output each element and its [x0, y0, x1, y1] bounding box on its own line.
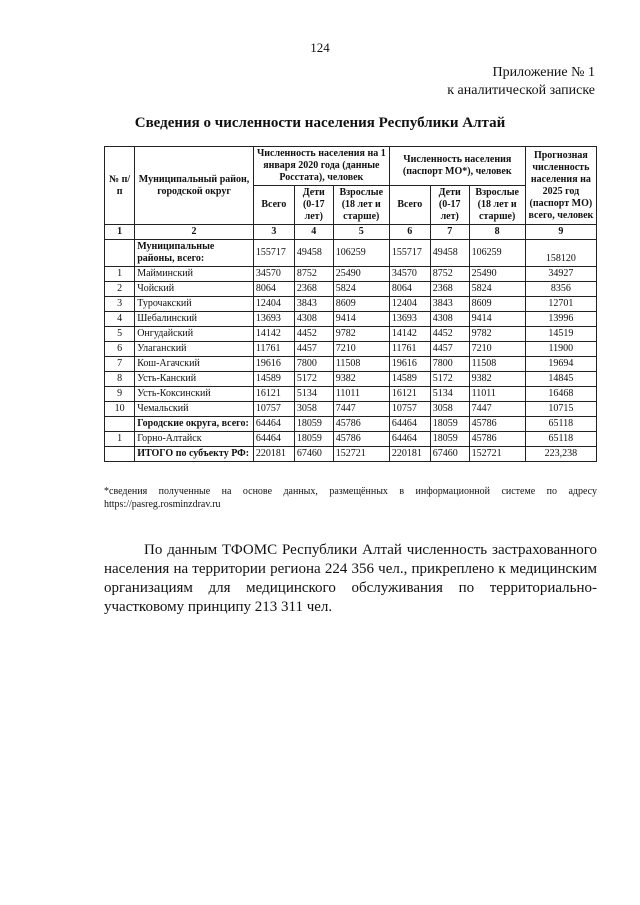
- rosstat-total: 8064: [253, 282, 294, 297]
- row-number: 9: [105, 387, 135, 402]
- forecast-2025: 8356: [525, 282, 596, 297]
- column-number: 8: [469, 225, 525, 240]
- table-row: [105, 447, 597, 462]
- passport-total: 16121: [389, 387, 430, 402]
- passport-total: 34570: [389, 267, 430, 282]
- footnote: *сведения полученные на основе данных, размещённых в информационной системе по адресу https://pasreg.rosminzdrav.ru: [104, 486, 597, 510]
- page-number: 124: [310, 40, 330, 55]
- district-name: Шебалинский: [135, 312, 254, 327]
- passport-total: 19616: [389, 357, 430, 372]
- row-number: 6: [105, 342, 135, 357]
- forecast-2025: 11900: [525, 342, 596, 357]
- header-passport-adults: Взрослые (18 лет и старше): [469, 186, 525, 225]
- table-row: [105, 267, 597, 282]
- rosstat-adults: 7210: [333, 342, 389, 357]
- forecast-2025: 19694: [525, 357, 596, 372]
- table-row: [105, 387, 597, 402]
- rosstat-adults: 45786: [333, 432, 389, 447]
- table-row: [105, 357, 597, 372]
- rosstat-total: 14589: [253, 372, 294, 387]
- passport-children: 5172: [430, 372, 469, 387]
- table-row: [105, 297, 597, 312]
- passport-adults: 7447: [469, 402, 525, 417]
- population-table: [104, 146, 597, 462]
- table-row: [105, 417, 597, 432]
- forecast-2025: 158120: [525, 240, 596, 267]
- rosstat-total: 16121: [253, 387, 294, 402]
- rosstat-adults: 11508: [333, 357, 389, 372]
- row-number: [105, 417, 135, 432]
- forecast-2025: 16468: [525, 387, 596, 402]
- passport-adults: 152721: [469, 447, 525, 462]
- forecast-2025: 65118: [525, 417, 596, 432]
- rosstat-children: 5172: [294, 372, 333, 387]
- passport-children: 4308: [430, 312, 469, 327]
- passport-children: 18059: [430, 417, 469, 432]
- rosstat-total: 14142: [253, 327, 294, 342]
- district-name: Чойский: [135, 282, 254, 297]
- appendix-line-2: к аналитической записке: [447, 83, 595, 98]
- passport-total: 11761: [389, 342, 430, 357]
- passport-total: 64464: [389, 432, 430, 447]
- forecast-2025: 13996: [525, 312, 596, 327]
- passport-children: 8752: [430, 267, 469, 282]
- passport-adults: 5824: [469, 282, 525, 297]
- rosstat-adults: 25490: [333, 267, 389, 282]
- forecast-2025: 10715: [525, 402, 596, 417]
- passport-adults: 11508: [469, 357, 525, 372]
- passport-total: 13693: [389, 312, 430, 327]
- column-number: 2: [135, 225, 254, 240]
- row-number: 8: [105, 372, 135, 387]
- forecast-2025: 223,238: [525, 447, 596, 462]
- district-name: Городские округа, всего:: [135, 417, 254, 432]
- document-title: Сведения о численности населения Республики Алтай: [134, 115, 506, 131]
- rosstat-children: 8752: [294, 267, 333, 282]
- rosstat-adults: 45786: [333, 417, 389, 432]
- column-number: 4: [294, 225, 333, 240]
- table-row: [105, 327, 597, 342]
- row-number: 5: [105, 327, 135, 342]
- rosstat-children: 18059: [294, 417, 333, 432]
- passport-adults: 45786: [469, 417, 525, 432]
- passport-adults: 11011: [469, 387, 525, 402]
- rosstat-total: 64464: [253, 432, 294, 447]
- passport-children: 5134: [430, 387, 469, 402]
- rosstat-total: 11761: [253, 342, 294, 357]
- passport-children: 4457: [430, 342, 469, 357]
- district-name: Усть-Коксинский: [135, 387, 254, 402]
- table-header-row: [105, 147, 597, 186]
- district-name: Онгудайский: [135, 327, 254, 342]
- rosstat-total: 12404: [253, 297, 294, 312]
- table-row: [105, 312, 597, 327]
- header-district: Муниципальный район, городской округ: [135, 147, 254, 225]
- passport-children: 3843: [430, 297, 469, 312]
- rosstat-children: 4308: [294, 312, 333, 327]
- table-row: [105, 432, 597, 447]
- header-passport-group: Численность населения (паспорт МО*), человек: [389, 147, 525, 186]
- passport-children: 7800: [430, 357, 469, 372]
- rosstat-children: 2368: [294, 282, 333, 297]
- table-row: [105, 372, 597, 387]
- rosstat-children: 7800: [294, 357, 333, 372]
- passport-adults: 25490: [469, 267, 525, 282]
- column-number: 3: [253, 225, 294, 240]
- district-name: Улаганский: [135, 342, 254, 357]
- passport-total: 8064: [389, 282, 430, 297]
- table-row: [105, 240, 597, 267]
- header-passport-children: Дети (0-17 лет): [430, 186, 469, 225]
- rosstat-children: 4452: [294, 327, 333, 342]
- passport-adults: 106259: [469, 240, 525, 267]
- rosstat-adults: 7447: [333, 402, 389, 417]
- passport-total: 64464: [389, 417, 430, 432]
- passport-adults: 9382: [469, 372, 525, 387]
- district-name: Кош-Агачский: [135, 357, 254, 372]
- district-name: Горно-Алтайск: [135, 432, 254, 447]
- column-number-row: [105, 225, 597, 240]
- header-rosstat-group: Численность населения на 1 января 2020 года (данные Росстата), человек: [253, 147, 389, 186]
- rosstat-total: 34570: [253, 267, 294, 282]
- rosstat-total: 155717: [253, 240, 294, 267]
- passport-children: 3058: [430, 402, 469, 417]
- district-name: ИТОГО по субъекту РФ:: [135, 447, 254, 462]
- passport-adults: 7210: [469, 342, 525, 357]
- table-body: [105, 240, 597, 462]
- rosstat-adults: 9382: [333, 372, 389, 387]
- row-number: 2: [105, 282, 135, 297]
- row-number: 1: [105, 432, 135, 447]
- passport-adults: 9414: [469, 312, 525, 327]
- column-number: 7: [430, 225, 469, 240]
- row-number: [105, 447, 135, 462]
- rosstat-total: 220181: [253, 447, 294, 462]
- forecast-2025: 65118: [525, 432, 596, 447]
- forecast-2025: 12701: [525, 297, 596, 312]
- column-number: 1: [105, 225, 135, 240]
- passport-adults: 9782: [469, 327, 525, 342]
- appendix-line-1: Приложение № 1: [492, 65, 595, 80]
- passport-total: 10757: [389, 402, 430, 417]
- row-number: 7: [105, 357, 135, 372]
- district-name: Муниципальные районы, всего:: [135, 240, 254, 267]
- table-row: [105, 402, 597, 417]
- row-number: 10: [105, 402, 135, 417]
- row-number: 3: [105, 297, 135, 312]
- rosstat-adults: 5824: [333, 282, 389, 297]
- rosstat-children: 4457: [294, 342, 333, 357]
- rosstat-children: 49458: [294, 240, 333, 267]
- forecast-2025: 14845: [525, 372, 596, 387]
- header-num: № п/п: [105, 147, 135, 225]
- rosstat-total: 19616: [253, 357, 294, 372]
- rosstat-adults: 152721: [333, 447, 389, 462]
- rosstat-total: 10757: [253, 402, 294, 417]
- row-number: [105, 240, 135, 267]
- rosstat-children: 3058: [294, 402, 333, 417]
- passport-children: 2368: [430, 282, 469, 297]
- rosstat-adults: 11011: [333, 387, 389, 402]
- forecast-2025: 14519: [525, 327, 596, 342]
- rosstat-adults: 8609: [333, 297, 389, 312]
- rosstat-children: 67460: [294, 447, 333, 462]
- rosstat-total: 64464: [253, 417, 294, 432]
- appendix-caption: [447, 64, 595, 100]
- forecast-2025: 34927: [525, 267, 596, 282]
- passport-children: 18059: [430, 432, 469, 447]
- passport-total: 14142: [389, 327, 430, 342]
- passport-total: 155717: [389, 240, 430, 267]
- rosstat-adults: 9414: [333, 312, 389, 327]
- row-number: 4: [105, 312, 135, 327]
- column-number: 5: [333, 225, 389, 240]
- passport-children: 67460: [430, 447, 469, 462]
- header-passport-total: Всего: [389, 186, 430, 225]
- passport-total: 220181: [389, 447, 430, 462]
- header-rosstat-children: Дети (0-17 лет): [294, 186, 333, 225]
- passport-adults: 45786: [469, 432, 525, 447]
- district-name: Усть-Канский: [135, 372, 254, 387]
- district-name: Чемальский: [135, 402, 254, 417]
- rosstat-children: 5134: [294, 387, 333, 402]
- passport-total: 14589: [389, 372, 430, 387]
- table-row: [105, 282, 597, 297]
- table-row: [105, 342, 597, 357]
- rosstat-total: 13693: [253, 312, 294, 327]
- district-name: Майминский: [135, 267, 254, 282]
- header-forecast: Прогнозная численность населения на 2025 год (паспорт МО) всего, человек: [525, 147, 596, 225]
- rosstat-children: 3843: [294, 297, 333, 312]
- passport-children: 49458: [430, 240, 469, 267]
- row-number: 1: [105, 267, 135, 282]
- rosstat-children: 18059: [294, 432, 333, 447]
- header-rosstat-adults: Взрослые (18 лет и старше): [333, 186, 389, 225]
- rosstat-adults: 106259: [333, 240, 389, 267]
- passport-total: 12404: [389, 297, 430, 312]
- column-number: 9: [525, 225, 596, 240]
- rosstat-adults: 9782: [333, 327, 389, 342]
- column-number: 6: [389, 225, 430, 240]
- header-rosstat-total: Всего: [253, 186, 294, 225]
- passport-adults: 8609: [469, 297, 525, 312]
- district-name: Турочакский: [135, 297, 254, 312]
- body-paragraph: По данным ТФОМС Республики Алтай численность застрахованного населения на территории региона 224 356 чел., прикреплено к медицинским организациям для медицинского обслуживания по территориально-участковому принципу 213 311 чел.: [104, 542, 597, 615]
- passport-children: 4452: [430, 327, 469, 342]
